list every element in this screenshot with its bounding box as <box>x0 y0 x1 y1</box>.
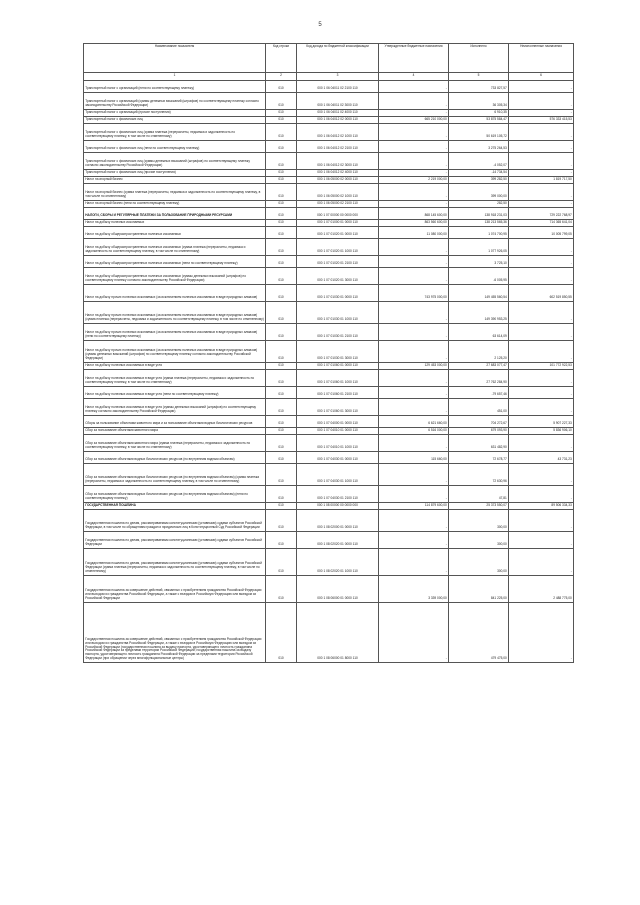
approved-amount-cell: - <box>379 80 449 92</box>
executed-amount-cell: 27 762 284,90 <box>449 369 509 386</box>
indicator-name-cell: Налог на добычу полезных ископаемых в виде угля (сумма платежа (перерасчеты, недоимка и задолженность по соответствующему платежу, в том числе по отмененному) <box>84 369 266 386</box>
table-row <box>84 152 574 169</box>
executed-amount-cell: 479 475,00 <box>449 602 509 662</box>
remaining-amount-cell: - <box>509 509 574 531</box>
approved-amount-cell: - <box>379 323 449 340</box>
approved-amount-cell: - <box>379 301 449 323</box>
line-code-cell: 010 <box>266 92 297 109</box>
indicator-name-cell: Государственная пошлина за совершение действий, связанных с приобретением гражданства Российской Федерации или выходом из гражданства Российской Федерации, а также с въездом в Российскую Федерацию или выездом из Российской Федерации <box>84 575 266 602</box>
executed-amount-cell: 1 077 926,05 <box>449 238 509 255</box>
budget-code-cell: 000 1 06 04011 02 3000 110 <box>297 92 379 109</box>
approved-amount-cell: - <box>379 531 449 548</box>
approved-amount-cell: - <box>379 434 449 451</box>
approved-amount-cell: - <box>379 92 449 109</box>
table-row <box>84 415 574 427</box>
budget-code-cell: 000 1 08 06000 01 0000 110 <box>297 575 379 602</box>
indicator-name-cell: Налог на добычу полезных ископаемых <box>84 219 266 226</box>
line-code-cell: 010 <box>266 176 297 183</box>
line-code-cell: 010 <box>266 398 297 415</box>
remaining-amount-cell: - <box>509 548 574 575</box>
budget-code-cell: 000 1 07 04000 01 0000 110 <box>297 415 379 427</box>
remaining-amount-cell: - <box>509 238 574 255</box>
column-header: Неисполненные назначения <box>509 44 574 73</box>
budget-code-cell: 000 1 07 01060 01 1000 110 <box>297 369 379 386</box>
approved-amount-cell: - <box>379 183 449 200</box>
executed-amount-cell: 733 827,57 <box>449 80 509 92</box>
line-code-cell: 010 <box>266 219 297 226</box>
executed-amount-cell: 138 918 231,03 <box>449 207 509 219</box>
approved-amount-cell: - <box>379 398 449 415</box>
line-code-cell: 010 <box>266 109 297 116</box>
indicator-name-cell: Транспортный налог с организаций (суммы денежных взысканий (штрафов) по соответствующему платежу согласно законодательству Российской Федерации) <box>84 92 266 109</box>
remaining-amount-cell: 5 836 906,10 <box>509 427 574 434</box>
approved-amount-cell: 665 210 000,00 <box>379 116 449 123</box>
remaining-amount-cell: - <box>509 140 574 152</box>
budget-code-cell: 000 1 07 04010 01 1000 110 <box>297 434 379 451</box>
table-row <box>84 200 574 207</box>
line-code-cell: 010 <box>266 451 297 463</box>
approved-amount-cell: - <box>379 369 449 386</box>
executed-amount-cell: 679 093,90 <box>449 427 509 434</box>
budget-code-cell: 000 1 06 05000 02 0000 110 <box>297 176 379 183</box>
line-code-cell: 010 <box>266 226 297 238</box>
executed-amount-cell: 149 390 953,25 <box>449 301 509 323</box>
budget-code-cell: 000 1 07 01000 01 0000 110 <box>297 219 379 226</box>
indicator-name-cell: Государственная пошлина по делам, рассматриваемым конституционными (уставными) судами субъектов Российской Федерации (сумма платежа (перерасчеты, недоимка и задолженность по соответствующему платежу, в том числе по отмененному) <box>84 548 266 575</box>
remaining-amount-cell: - <box>509 340 574 362</box>
executed-amount-cell: 399 282,50 <box>449 176 509 183</box>
indicator-name-cell: Транспортный налог с физических лиц (сумма платежа (перерасчеты, недоимка и задолженность по соответствующему платежу, в том числе по отмененному) <box>84 123 266 140</box>
indicator-name-cell: Налог на игорный бизнес <box>84 176 266 183</box>
indicator-name-cell: Налог на добычу полезных ископаемых в виде угля (пени по соответствующему платежу) <box>84 386 266 398</box>
budget-code-cell: 000 1 08 02020 01 0000 110 <box>297 531 379 548</box>
line-code-cell: 010 <box>266 267 297 284</box>
column-number: 4 <box>379 72 449 80</box>
column-number: 3 <box>297 72 379 80</box>
approved-amount-cell: 6 621 660,00 <box>379 415 449 427</box>
approved-amount-cell: - <box>379 169 449 176</box>
remaining-amount-cell: 5 907 227,33 <box>509 415 574 427</box>
line-code-cell: 010 <box>266 509 297 531</box>
line-code-cell: 010 <box>266 369 297 386</box>
remaining-amount-cell: - <box>509 152 574 169</box>
budget-code-cell: 000 1 08 02000 01 0000 110 <box>297 509 379 531</box>
executed-amount-cell: 282,50 <box>449 200 509 207</box>
table-row <box>84 548 574 575</box>
remaining-amount-cell: - <box>509 369 574 386</box>
table-row <box>84 255 574 267</box>
indicator-name-cell: Налог на добычу общераспространенных полезных ископаемых (пени по соответствующему платежу) <box>84 255 266 267</box>
indicator-name-cell: Транспортный налог с организаций (пени по соответствующему платежу) <box>84 80 266 92</box>
budget-code-cell: 000 1 07 01020 01 1000 110 <box>297 238 379 255</box>
table-row <box>84 323 574 340</box>
indicator-name-cell: Сбор за пользование объектами водных биологических ресурсов (по внутренним водным объектам) <box>84 451 266 463</box>
indicator-name-cell: Сборы за пользование объектами животного мира и за пользование объектами водных биологических ресурсов <box>84 415 266 427</box>
executed-amount-cell: 72 630,96 <box>449 463 509 485</box>
table-row <box>84 301 574 323</box>
table-row <box>84 340 574 362</box>
table-row <box>84 369 574 386</box>
executed-amount-cell: 2 125,20 <box>449 340 509 362</box>
executed-amount-cell: 300,00 <box>449 548 509 575</box>
approved-amount-cell: - <box>379 238 449 255</box>
indicator-name-cell: Налог на добычу полезных ископаемых в виде угля <box>84 362 266 369</box>
executed-amount-cell: 451,00 <box>449 398 509 415</box>
line-code-cell: 010 <box>266 80 297 92</box>
table-row <box>84 602 574 662</box>
indicator-name-cell: Налог на добычу прочих полезных ископаемых (за исключением полезных ископаемых в виде природных алмазов) (сумма платежа (перерасчеты, недоимка и задолженность по соответствующему платежу, в том числе по отмененному) <box>84 301 266 323</box>
indicator-name-cell: Налог на добычу прочих полезных ископаемых (за исключением полезных ископаемых в виде природных алмазов) (суммы денежных взысканий (штрафов) по соответствующему платежу согласно законодательству Российской Федерации) <box>84 340 266 362</box>
column-header: Утвержденные бюджетные назначения <box>379 44 449 73</box>
executed-amount-cell: 47,81 <box>449 485 509 502</box>
executed-amount-cell: -6 005,95 <box>449 267 509 284</box>
line-code-cell: 010 <box>266 434 297 451</box>
line-code-cell: 010 <box>266 183 297 200</box>
table-row <box>84 169 574 176</box>
budget-code-cell: 000 1 06 04012 02 0000 110 <box>297 116 379 123</box>
indicator-name-cell: Налог на добычу общераспространенных полезных ископаемых (суммы денежных взысканий (штрафов) по соответствующему платежу согласно законодательству Российской Федерации) <box>84 267 266 284</box>
table-row <box>84 575 574 602</box>
remaining-amount-cell: - <box>509 531 574 548</box>
budget-code-cell: 000 1 07 01030 01 1000 110 <box>297 301 379 323</box>
line-code-cell: 010 <box>266 548 297 575</box>
indicator-name-cell: Налог на игорный бизнес (пени по соответствующему платежу) <box>84 200 266 207</box>
executed-amount-cell: 704 272,67 <box>449 415 509 427</box>
line-code-cell: 010 <box>266 386 297 398</box>
budget-code-cell: 000 1 06 05000 02 2100 110 <box>297 200 379 207</box>
budget-code-cell: 000 1 07 04010 01 0000 110 <box>297 427 379 434</box>
remaining-amount-cell: 2 488 775,00 <box>509 575 574 602</box>
approved-amount-cell: 743 975 000,00 <box>379 284 449 301</box>
remaining-amount-cell: 714 365 641,04 <box>509 219 574 226</box>
remaining-amount-cell: - <box>509 255 574 267</box>
remaining-amount-cell: - <box>509 485 574 502</box>
remaining-amount-cell: - <box>509 398 574 415</box>
line-code-cell: 010 <box>266 255 297 267</box>
executed-amount-cell: 631 482,90 <box>449 434 509 451</box>
approved-amount-cell: 114 879 600,00 <box>379 502 449 509</box>
table-row <box>84 284 574 301</box>
table-row <box>84 434 574 451</box>
approved-amount-cell: 129 453 000,00 <box>379 362 449 369</box>
budget-code-cell: 000 1 07 01060 01 2100 110 <box>297 386 379 398</box>
indicator-name-cell: Налог на добычу общераспространенных полезных ископаемых (сумма платежа (перерасчеты, недоимка и задолженность по соответствующему платежу, в том числе по отмененному) <box>84 238 266 255</box>
indicator-name-cell: Налог на добычу прочих полезных ископаемых (за исключением полезных ископаемых в виде природных алмазов) <box>84 284 266 301</box>
line-code-cell: 010 <box>266 140 297 152</box>
remaining-amount-cell: 89 506 334,33 <box>509 502 574 509</box>
line-code-cell: 010 <box>266 123 297 140</box>
table-row <box>84 427 574 434</box>
indicator-name-cell: Транспортный налог с организаций (прочие поступления) <box>84 109 266 116</box>
line-code-cell: 010 <box>266 415 297 427</box>
line-code-cell: 010 <box>266 152 297 169</box>
executed-amount-cell: 6 910,35 <box>449 109 509 116</box>
executed-amount-cell: 50 619 105,72 <box>449 123 509 140</box>
table-row <box>84 219 574 226</box>
remaining-amount-cell: - <box>509 602 574 662</box>
budget-code-cell: 000 1 07 01020 01 2100 110 <box>297 255 379 267</box>
approved-amount-cell: - <box>379 602 449 662</box>
remaining-amount-cell: 576 333 415,53 <box>509 116 574 123</box>
approved-amount-cell: - <box>379 509 449 531</box>
line-code-cell: 010 <box>266 301 297 323</box>
executed-amount-cell: -4 052,07 <box>449 152 509 169</box>
approved-amount-cell: - <box>379 386 449 398</box>
executed-amount-cell: 300,00 <box>449 509 509 531</box>
line-code-cell: 010 <box>266 602 297 662</box>
approved-amount-cell: - <box>379 463 449 485</box>
executed-amount-cell: 399 000,00 <box>449 183 509 200</box>
executed-amount-cell: 25 373 550,07 <box>449 502 509 509</box>
remaining-amount-cell: 602 519 850,55 <box>509 284 574 301</box>
approved-amount-cell: - <box>379 267 449 284</box>
remaining-amount-cell: - <box>509 463 574 485</box>
budget-code-cell: 000 1 07 04030 01 0000 110 <box>297 451 379 463</box>
column-number: 2 <box>266 72 297 80</box>
table-row <box>84 386 574 398</box>
table-row <box>84 123 574 140</box>
line-code-cell: 010 <box>266 323 297 340</box>
indicator-name-cell: НАЛОГИ, СБОРЫ И РЕГУЛЯРНЫЕ ПЛАТЕЖИ ЗА ПОЛЬЗОВАНИЕ ПРИРОДНЫМИ РЕСУРСАМИ <box>84 207 266 219</box>
budget-code-cell: 000 1 07 00000 00 0000 000 <box>297 207 379 219</box>
approved-amount-cell: - <box>379 109 449 116</box>
remaining-amount-cell: - <box>509 386 574 398</box>
table-row <box>84 485 574 502</box>
budget-code-cell: 000 1 08 02020 01 1000 110 <box>297 548 379 575</box>
table-row <box>84 502 574 509</box>
table-row <box>84 238 574 255</box>
remaining-amount-cell: 101 772 922,53 <box>509 362 574 369</box>
indicator-name-cell: Налог на игорный бизнес (сумма платежа (перерасчеты, недоимка и задолженность по соответствующему платежу, в том числе по отмененному) <box>84 183 266 200</box>
budget-code-cell: 000 1 08 00000 00 0000 000 <box>297 502 379 509</box>
indicator-name-cell: Сбор за пользование объектами животного мира (сумма платежа (перерасчеты, недоимка и задолженность по соответствующему платежу, в том числе по отмененному) <box>84 434 266 451</box>
table-row <box>84 92 574 109</box>
column-header: Код дохода по бюджетной классификации <box>297 44 379 73</box>
column-header: Код строки <box>266 44 297 73</box>
indicator-name-cell: Сбор за пользование объектами водных биологических ресурсов (по внутренним водным объектам) (сумма платежа (перерасчеты, недоимка и задолженность по соответствующему платежу, в том числе по отмененному) <box>84 463 266 485</box>
table-row <box>84 226 574 238</box>
approved-amount-cell: - <box>379 200 449 207</box>
indicator-name-cell: Транспортный налог с физических лиц <box>84 116 266 123</box>
line-code-cell: 010 <box>266 207 297 219</box>
budget-code-cell: 000 1 07 01020 01 0000 110 <box>297 226 379 238</box>
indicator-name-cell: Государственная пошлина по делам, рассматриваемым конституционными (уставными) судами субъектов Российской Федерации <box>84 531 266 548</box>
executed-amount-cell: 138 213 565,36 <box>449 219 509 226</box>
executed-amount-cell: -14 734,54 <box>449 169 509 176</box>
budget-code-cell: 000 1 06 04011 02 2100 110 <box>297 80 379 92</box>
table-row <box>84 509 574 531</box>
approved-amount-cell: - <box>379 123 449 140</box>
indicator-name-cell: Государственная пошлина за совершение действий, связанных с приобретением гражданства Российской Федерации или выходом из гражданства Российской Федерации, а также с въездом в Российскую Федерацию или выездом из Российской Федерации (государственная пошлина за выдачу паспорта, удостоверяющего личность гражданина Российской Федерации за пределами территории Российской Федерации; государственная пошлина за выдачу паспорта, удостоверяющего личность гражданина Российской Федерации за пределами территории Российской Федерации (при обращении через многофункциональные центры) <box>84 602 266 662</box>
column-number: 6 <box>509 72 574 80</box>
table-row <box>84 267 574 284</box>
approved-amount-cell: - <box>379 548 449 575</box>
budget-execution-table <box>83 43 574 663</box>
indicator-name-cell: ГОСУДАРСТВЕННАЯ ПОШЛИНА <box>84 502 266 509</box>
line-code-cell: 010 <box>266 531 297 548</box>
budget-code-cell: 000 1 07 01030 01 3000 110 <box>297 340 379 362</box>
budget-code-cell: 000 1 07 04030 01 1000 110 <box>297 463 379 485</box>
approved-amount-cell: - <box>379 340 449 362</box>
approved-amount-cell: - <box>379 485 449 502</box>
budget-code-cell: 000 1 07 01060 01 0000 110 <box>297 362 379 369</box>
line-code-cell: 010 <box>266 169 297 176</box>
budget-code-cell: 000 1 07 04030 01 2100 110 <box>297 485 379 502</box>
budget-code-cell: 000 1 07 01030 01 0000 110 <box>297 284 379 301</box>
executed-amount-cell: 63 614,09 <box>449 323 509 340</box>
column-number: 5 <box>449 72 509 80</box>
executed-amount-cell: 149 455 560,54 <box>449 284 509 301</box>
remaining-amount-cell: - <box>509 123 574 140</box>
line-code-cell: 010 <box>266 362 297 369</box>
line-code-cell: 010 <box>266 340 297 362</box>
line-code-cell: 010 <box>266 427 297 434</box>
table-row <box>84 109 574 116</box>
table-row <box>84 398 574 415</box>
executed-amount-cell: 300,00 <box>449 531 509 548</box>
approved-amount-cell: - <box>379 140 449 152</box>
approved-amount-cell: 3 339 000,00 <box>379 575 449 602</box>
remaining-amount-cell: - <box>509 267 574 284</box>
budget-code-cell: 000 1 06 05000 02 1000 110 <box>297 183 379 200</box>
approved-amount-cell: 2 219 000,00 <box>379 176 449 183</box>
table-row <box>84 451 574 463</box>
executed-amount-cell: 27 683 077,47 <box>449 362 509 369</box>
budget-code-cell: 000 1 07 01020 01 3000 110 <box>297 267 379 284</box>
indicator-name-cell: Транспортный налог с физических лиц (суммы денежных взысканий (штрафов) по соответствующему платежу согласно законодательству Российской Федерации) <box>84 152 266 169</box>
remaining-amount-cell: 729 222 768,97 <box>509 207 574 219</box>
budget-code-cell: 000 1 06 04012 02 4000 110 <box>297 169 379 176</box>
remaining-amount-cell: - <box>509 80 574 92</box>
indicator-name-cell: Налог на добычу общераспространенных полезных ископаемых <box>84 226 266 238</box>
approved-amount-cell: - <box>379 255 449 267</box>
indicator-name-cell: Сбор за пользование объектами водных биологических ресурсов (по внутренним водным объектам) (пени по соответствующему платежу) <box>84 485 266 502</box>
table-row <box>84 80 574 92</box>
remaining-amount-cell: - <box>509 323 574 340</box>
indicator-name-cell: Налог на добычу полезных ископаемых в виде угля (суммы денежных взысканий (штрафов) по соответствующему платежу согласно законодательству Российской Федерации) <box>84 398 266 415</box>
approved-amount-cell: - <box>379 152 449 169</box>
indicator-name-cell: Налог на добычу прочих полезных ископаемых (за исключением полезных ископаемых в виде природных алмазов) (пени по соответствующему платежу) <box>84 323 266 340</box>
column-header: Исполнено <box>449 44 509 73</box>
table-row <box>84 207 574 219</box>
line-code-cell: 010 <box>266 238 297 255</box>
remaining-amount-cell: - <box>509 301 574 323</box>
budget-code-cell: 000 1 06 04012 02 3000 110 <box>297 152 379 169</box>
budget-code-cell: 000 1 07 01030 01 2100 110 <box>297 323 379 340</box>
budget-code-cell: 000 1 06 04012 02 2100 110 <box>297 140 379 152</box>
table-row <box>84 531 574 548</box>
remaining-amount-cell: - <box>509 92 574 109</box>
approved-amount-cell: 11 080 000,00 <box>379 226 449 238</box>
table-row <box>84 183 574 200</box>
remaining-amount-cell: - <box>509 200 574 207</box>
executed-amount-cell: 36 305,34 <box>449 92 509 109</box>
indicator-name-cell: Государственная пошлина по делам, рассматриваемым конституционными (уставными) судами субъектов Российской Федерации, в том числе по обращениям граждан и юридических лиц в Конституционный Суд Российской Федерации <box>84 509 266 531</box>
table-header-row <box>84 44 574 73</box>
table-row <box>84 140 574 152</box>
executed-amount-cell: 841 225,00 <box>449 575 509 602</box>
table-row <box>84 116 574 123</box>
indicator-name-cell: Сбор за пользование объектами животного мира <box>84 427 266 434</box>
line-code-cell: 010 <box>266 200 297 207</box>
executed-amount-cell: 53 875 584,47 <box>449 116 509 123</box>
budget-code-cell: 000 1 06 04012 02 1000 110 <box>297 123 379 140</box>
table-body <box>84 80 574 662</box>
line-code-cell: 010 <box>266 575 297 602</box>
executed-amount-cell: 3 275 264,53 <box>449 140 509 152</box>
remaining-amount-cell: - <box>509 109 574 116</box>
remaining-amount-cell: - <box>509 183 574 200</box>
approved-amount-cell: 868 145 600,00 <box>379 207 449 219</box>
column-header: Наименование показателя <box>84 44 266 73</box>
column-number: 1 <box>84 72 266 80</box>
budget-code-cell: 000 1 08 06000 01 8000 110 <box>297 602 379 662</box>
remaining-amount-cell: 1 819 717,50 <box>509 176 574 183</box>
approved-amount-cell: 6 516 000,00 <box>379 427 449 434</box>
indicator-name-cell: Транспортный налог с физических лиц (прочие поступления) <box>84 169 266 176</box>
table-row <box>84 362 574 369</box>
executed-amount-cell: 1 074 700,95 <box>449 226 509 238</box>
remaining-amount-cell: 43 731,23 <box>509 451 574 463</box>
line-code-cell: 010 <box>266 502 297 509</box>
approved-amount-cell: 863 560 600,00 <box>379 219 449 226</box>
line-code-cell: 010 <box>266 284 297 301</box>
remaining-amount-cell: - <box>509 169 574 176</box>
line-code-cell: 010 <box>266 463 297 485</box>
budget-code-cell: 000 1 06 04011 02 4000 110 <box>297 109 379 116</box>
approved-amount-cell: 115 660,00 <box>379 451 449 463</box>
table-row <box>84 463 574 485</box>
remaining-amount-cell: - <box>509 434 574 451</box>
remaining-amount-cell: 10 005 799,05 <box>509 226 574 238</box>
column-number-row <box>84 72 574 80</box>
line-code-cell: 010 <box>266 485 297 502</box>
executed-amount-cell: 72 678,77 <box>449 451 509 463</box>
budget-code-cell: 000 1 07 01060 01 3000 110 <box>297 398 379 415</box>
table-row <box>84 176 574 183</box>
line-code-cell: 010 <box>266 116 297 123</box>
executed-amount-cell: -79 657,46 <box>449 386 509 398</box>
indicator-name-cell: Транспортный налог с физических лиц (пени по соответствующему платежу) <box>84 140 266 152</box>
page-number: 5 <box>318 22 322 28</box>
executed-amount-cell: 3 725,10 <box>449 255 509 267</box>
